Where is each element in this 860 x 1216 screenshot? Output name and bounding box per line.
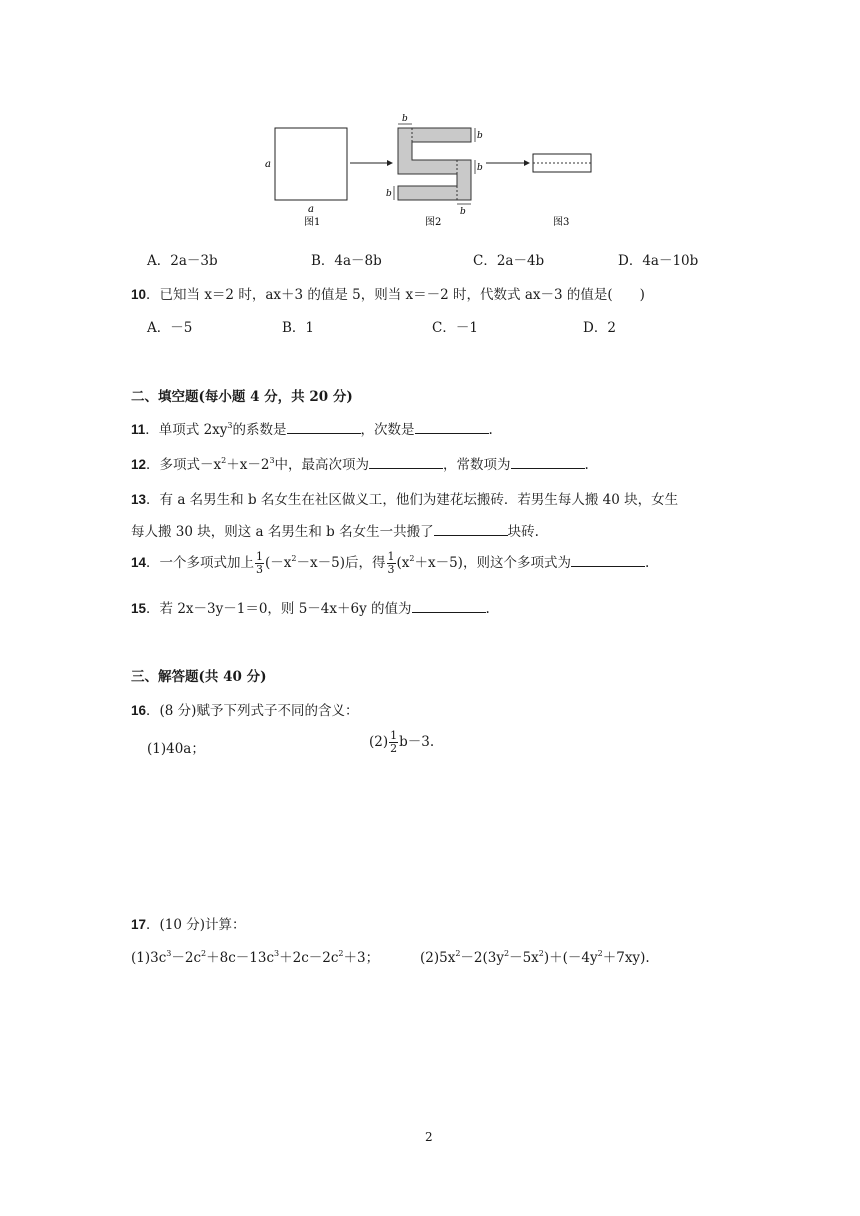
question-13-line-2: 每人搬 30 块，则这 a 名男生和 b 名女生一共搬了 块砖. bbox=[131, 524, 539, 540]
q10-option-a: A．－5 bbox=[147, 320, 193, 336]
caption-fig1: 图1 bbox=[304, 217, 321, 228]
question-17: 17．(10 分)计算： bbox=[131, 917, 246, 933]
question-15: 15．若 2x－3y－1＝0，则 5－4x＋6y 的值为 . bbox=[131, 601, 490, 617]
svg-text:b: b bbox=[477, 131, 483, 141]
q9-option-d: D．4a－10b bbox=[618, 253, 699, 269]
answer-blank[interactable] bbox=[415, 421, 489, 434]
answer-blank[interactable] bbox=[412, 600, 486, 613]
q16-part-1: (1)40a； bbox=[147, 741, 205, 757]
question-11: 11．单项式 $2xy^3$的系数是 ，次数是 . bbox=[131, 421, 493, 438]
b-label-top: b bbox=[402, 114, 408, 124]
q10-option-c: C．－1 bbox=[432, 320, 478, 336]
fraction-one-half: $\frac{1}{2}$ bbox=[390, 729, 398, 755]
caption-fig2: 图2 bbox=[425, 217, 442, 228]
q17-part-1: $(1)3c^3-2c^2+8c-13c^3+2c-2c^2+3$； bbox=[131, 949, 380, 966]
svg-text:b: b bbox=[477, 163, 483, 173]
fraction-one-third: $\frac{1}{3}$ bbox=[256, 550, 264, 576]
side-label-a-left: a bbox=[265, 159, 271, 170]
caption-fig3: 图3 bbox=[553, 217, 570, 228]
page-number: 2 bbox=[425, 1130, 433, 1144]
q9-option-b: B．4a－8b bbox=[311, 253, 382, 269]
answer-blank[interactable] bbox=[434, 523, 508, 536]
section-3-title: 三、解答题(共 40 分) bbox=[131, 669, 267, 685]
question-12: 12．多项式$-x^2+x-2^3$中，最高次项为 ，常数项为 . bbox=[131, 456, 589, 473]
q9-option-a: A．2a－3b bbox=[147, 253, 218, 269]
answer-blank[interactable] bbox=[287, 421, 361, 434]
answer-blank[interactable] bbox=[571, 554, 645, 567]
svg-text:b: b bbox=[460, 207, 466, 217]
question-14: 14．一个多项式加上 $\frac{1}{3}$ $(-x^2-x-5)$后，得 $\frac{1}{3}$ $(x^2+x-5)$，则这个多项式为 . bbox=[131, 550, 650, 576]
answer-blank[interactable] bbox=[511, 456, 585, 469]
q17-part-2: $(2)5x^2-2(3y^2-5x^2)+(-4y^2+7xy)$. bbox=[420, 949, 650, 966]
q10-option-b: B．1 bbox=[282, 320, 315, 336]
square-figure-1 bbox=[275, 128, 347, 200]
s-shape-figure-2 bbox=[398, 128, 471, 200]
question-10: 10．已知当 x＝2 时，ax＋3 的值是 5，则当 x＝－2 时，代数式 ax－3 的值是( ) bbox=[131, 287, 645, 303]
fraction-one-third: $\frac{1}{3}$ bbox=[387, 550, 395, 576]
answer-blank[interactable] bbox=[369, 456, 443, 469]
q16-part-2: (2) $\frac{1}{2}$ b－3. bbox=[369, 729, 435, 755]
question-16: 16．(8 分)赋予下列式子不同的含义： bbox=[131, 703, 359, 719]
side-label-a-bottom: a bbox=[308, 204, 314, 215]
figure-area bbox=[255, 108, 615, 230]
q10-option-d: D．2 bbox=[583, 320, 616, 336]
question-13: 13．有 a 名男生和 b 名女生在社区做义工，他们为建花坛搬砖．若男生每人搬 40 块，女生 bbox=[131, 492, 679, 508]
q9-option-c: C．2a－4b bbox=[473, 253, 545, 269]
svg-text:b: b bbox=[386, 189, 392, 199]
section-2-title: 二、填空题(每小题 4 分，共 20 分) bbox=[131, 389, 353, 405]
